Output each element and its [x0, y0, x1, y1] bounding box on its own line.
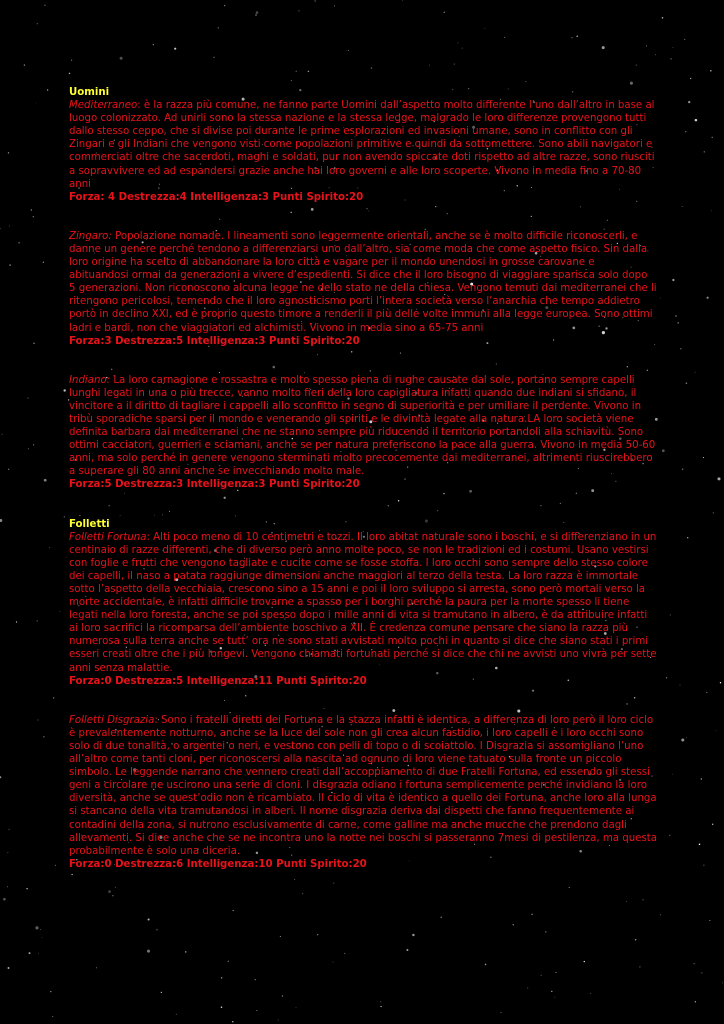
star [0, 519, 2, 522]
star [53, 697, 54, 698]
star [96, 967, 97, 968]
star [213, 57, 214, 58]
star [527, 987, 528, 988]
star [228, 961, 229, 962]
star [112, 895, 113, 896]
star [513, 924, 514, 925]
star [33, 216, 34, 217]
star [294, 879, 295, 880]
star [291, 80, 292, 81]
star [71, 874, 72, 875]
entry-name: Mediterraneo [69, 100, 138, 112]
star [484, 28, 485, 29]
star [44, 479, 47, 482]
star [701, 778, 702, 779]
star [63, 389, 65, 391]
star [500, 1012, 501, 1013]
star [717, 477, 720, 480]
star [672, 279, 674, 281]
star [710, 70, 712, 72]
star [147, 950, 150, 953]
star [332, 961, 333, 962]
star [690, 78, 691, 79]
star [280, 936, 281, 937]
star [642, 899, 643, 900]
star [682, 206, 683, 207]
entry-stats: Forza: 4 Destrezza:4 Intelligenza:3 Punti Spirito:20 [69, 191, 364, 203]
star [40, 929, 41, 930]
star [444, 12, 445, 13]
star [709, 920, 710, 921]
entry-stats: Forza:5 Destrezza:3 Intelligenza:3 Punti Spirito:20 [69, 479, 360, 491]
star [44, 5, 45, 6]
star [711, 211, 712, 212]
star [255, 979, 256, 980]
star [37, 620, 38, 621]
star [278, 1019, 279, 1020]
star [673, 47, 674, 48]
star [454, 64, 455, 65]
star [531, 914, 532, 915]
star [554, 997, 555, 998]
star [37, 23, 38, 24]
star [333, 883, 334, 884]
star [37, 719, 38, 720]
star [2, 434, 3, 435]
star [233, 910, 234, 911]
star [711, 137, 713, 139]
star [344, 953, 345, 954]
star [660, 914, 661, 915]
star [348, 50, 349, 51]
star [462, 48, 463, 49]
star [380, 1001, 381, 1002]
star [677, 322, 678, 323]
star [232, 1021, 233, 1022]
star [255, 14, 256, 15]
star [684, 39, 685, 40]
star [47, 89, 48, 90]
entry-description: : Alti poco meno di 10 centimetri e tozzi. Il loro abitat naturale sono i boschi, e si differenziano in un centinaio di razze differenti, che di diverso però anno molte poco, se non le tradizioni ed i costumi. Usano vestirsi con foglie e frutti che vengono tagliate e cucite come se fosse stoffa. I loro occhi sono sempre dello stesso colore dei capelli, il naso a patata raggiunge dimensioni anche maggiori al terzo della testa. La loro razza è immortale sotto l’aspetto della vecchiaia, crescono sino a 15 anni e poi il loro sviluppo si arresta, sono però mortali verso la morte accidentale, è infatti difficile trovarne a spasso per i borghi perché la paura per la morte spesso li tiene legati nella loro foresta, anche se poi spesso dopo i mille anni di vita si tramutano in albero, è da attribuire infatti ai loro sacrifici la ricomparsa dell’ambiente boschivo a XII. È credenza comune pensare che siano la razza più numerosa sulla terra anche se tutt’ ora ne sono stati avvistati molto pochi in quanto si dice che siano stati i primi esseri creati oltre che i più longevi. Vengono chiamati fortunati perché si dice che chi ne avvisti uno vivrà per sette anni senza malattie. [69, 531, 657, 674]
entry-stats: Forza:0 Destrezza:6 Intelligenza:10 Punti Spirito:20 [69, 858, 367, 870]
entry-mediterraneo [69, 99, 657, 204]
star [688, 101, 690, 103]
star [0, 776, 1, 778]
star [630, 82, 633, 85]
star [707, 297, 709, 299]
star [680, 685, 681, 686]
star [296, 71, 297, 72]
star [156, 929, 158, 931]
star [317, 934, 318, 935]
star [540, 975, 541, 976]
star [55, 865, 56, 866]
star [701, 972, 702, 973]
star [639, 966, 640, 967]
star [716, 730, 717, 731]
star [569, 887, 570, 888]
star [43, 262, 44, 263]
star [699, 844, 701, 846]
star [662, 449, 665, 452]
star [626, 901, 627, 902]
star [35, 103, 36, 104]
star [50, 991, 51, 992]
star [703, 865, 704, 866]
star [9, 226, 10, 227]
star [224, 5, 226, 7]
entry-name: Folletti Fortuna [69, 531, 147, 543]
star [681, 738, 684, 741]
star [402, 0, 403, 1]
entry-folletti-fortuna [69, 531, 657, 688]
star [148, 918, 150, 920]
star [704, 151, 705, 152]
star [703, 457, 704, 458]
star [16, 621, 17, 622]
star [3, 898, 6, 901]
star [8, 852, 9, 853]
star [722, 982, 723, 983]
entry-name: Folletti Disgrazia [69, 714, 155, 726]
star [669, 835, 670, 836]
entry-folletti-disgrazia [69, 714, 657, 871]
star [584, 961, 585, 962]
star [662, 17, 664, 19]
star [120, 57, 123, 60]
entry-description: : Sono i fratelli diretti dei Fortuna e la stazza infatti è identica, a differenza di loro però il loro ciclo è prevalentemente notturno, anche se la luce del sole non gli crea alcun fastidio, i loro capelli e i loro occhi sono solo di due tonalità, o argentei o neri, e vestono con pelli di topo o di scoiattolo. I Disgrazia si assomigliano l’uno all’altro come tanti cloni, per riconoscersi alla nascita ad ognuno di loro viene tatuato sulla fronte un piccolo simbolo. Le leggende narrano che vennero creati dall’accoppiamento di due Fratelli Fortuna, ed essendo gli stessi geni a circolare ne uscirono una serie di cloni. I disgrazia odiano i fortuna semplicemente perché invidiano la loro diversità, anche se quest’odio non è ricambiato. Il ciclo di vita è identico a quello dei Fortuna, anche loro alla lunga si stancano della vita tramutandosi in alberi. Il nome disgrazia deriva dai dispetti che fanno frequentemente ai contadini della zona, si nutrono esclusivamente di carne, come galline ma anche mucche che prendono dagli allevamenti. Si dice anche che se ne incontra uno la notte nei boschi si passeranno 7mesi di pestilenza, ma questa probabilmente è solo una diceria. [69, 714, 657, 857]
star [256, 11, 259, 14]
star [8, 469, 9, 470]
star [646, 46, 647, 47]
star [686, 382, 688, 384]
star [28, 448, 29, 449]
star [685, 131, 686, 132]
star [576, 36, 578, 38]
star [64, 516, 66, 518]
star [38, 953, 39, 954]
entry-name: Indiano: [69, 374, 111, 386]
star [406, 949, 408, 951]
entry-indiano [69, 374, 657, 492]
star [695, 1001, 696, 1002]
star [153, 44, 154, 45]
star [33, 343, 35, 345]
star [8, 967, 10, 969]
star [655, 54, 656, 55]
star [706, 692, 707, 693]
star [635, 939, 636, 940]
star [429, 65, 430, 66]
star [52, 1016, 53, 1017]
star [69, 73, 71, 75]
star [221, 1006, 223, 1008]
star [33, 444, 34, 445]
star [660, 298, 661, 299]
star [24, 64, 25, 65]
entry-description: Popolazione nomade. I lineamenti sono leggermente orientali, anche se è molto difficile riconoscerli, e danne un genere perché tendono a differenziarsi uno dall’altro, sia come moda che come aspetto fisico. Sin dalla loro origine ha scelto di abbandonare la loro città e vagare per il mondo unendosi in grosse carovane e abituandosi ormai da generazioni a vivere d’espedienti. Si dice che il loro bisogno di viaggiare sparisca solo dopo 5 generazioni. Non riconoscono alcuna legge ne dello stato ne della chiesa. Vengono temuti dai mediterranei che li ritengono pericolosi, temendo che il loro agnosticismo porti l’intera società verso l’anarchia che tempo addietro portò in declino XXI, ed è proprio questo timore a renderli il più delle volte immuni alla legge europea. Sono ottimi ladri e bardi, non che viaggiatori ed alchimisti. Vivono in media sino a 65-75 anni [69, 230, 657, 334]
star [504, 37, 505, 38]
star [298, 10, 299, 11]
document-body [69, 86, 657, 871]
star [687, 537, 688, 538]
star [671, 58, 672, 59]
star [315, 0, 316, 1]
star [371, 67, 372, 68]
star [0, 228, 1, 229]
star [43, 736, 44, 737]
star [666, 677, 667, 678]
star [18, 242, 20, 244]
entry-name: Zingaro: [69, 230, 112, 242]
star [485, 964, 487, 966]
star [35, 926, 38, 929]
star [670, 614, 671, 615]
star [590, 993, 591, 994]
star [218, 27, 219, 28]
star [185, 951, 187, 953]
star [174, 48, 176, 50]
star [694, 963, 695, 964]
star [675, 315, 676, 316]
section-title-folletti: Folletti [69, 518, 110, 530]
star [712, 824, 713, 825]
star [412, 934, 414, 936]
star [682, 468, 683, 469]
star [71, 60, 72, 61]
star [602, 46, 605, 49]
star [302, 893, 303, 894]
star [31, 209, 32, 210]
star [636, 64, 637, 65]
star [380, 1006, 381, 1007]
star [221, 977, 222, 978]
star [551, 991, 552, 992]
star [256, 1010, 257, 1011]
star [296, 1007, 297, 1008]
entry-stats: Forza:3 Destrezza:5 Intelligenza:3 Punti Spirito:20 [69, 335, 360, 347]
star [66, 557, 67, 558]
star [282, 995, 283, 996]
star [59, 611, 60, 612]
star [571, 37, 572, 38]
entry-stats: Forza:0 Destrezza:5 Intelligenza:11 Punti Spirito:20 [69, 675, 367, 687]
star [27, 397, 28, 398]
star [115, 887, 116, 888]
star [8, 152, 9, 153]
star [720, 682, 721, 683]
star [695, 372, 696, 373]
star [42, 937, 43, 938]
star [334, 5, 335, 6]
star [526, 81, 527, 82]
star [672, 774, 673, 775]
entry-description: La loro carnagione e rossastra e molto spesso piena di rughe causate dal sole, portano sempre capelli lunghi legati in una o più trecce, vanno molto fieri della loro capigliatura infatti quando due indiani si sfidano, il vincitore a il diritto di tagliare i cappelli allo sconfitto in segno di superiorità e per umiliare il perdente. Vivono in tribù sporadiche sparsi per il mondo e venerando gli spiriti e le divinità legate alla natura.LA loro società viene definita barbara dai mediterranei che ne stanno sempre più riducendo il territorio portandoli alla schiavitù. Sono ottimi cacciatori, guerrieri e sciamani, anche se per natura preferiscono la pace alla guerra. Vivono in media 50-60 anni, ma solo perché in genere vengono sterminati molto precocemente dai mediterranei, altrimenti riuscirebbero a superare gli 80 anni anche se invecchiando molto male. [69, 374, 656, 478]
star [457, 42, 458, 43]
star [545, 931, 546, 932]
section-title-uomini: Uomini [69, 87, 110, 98]
star [49, 547, 50, 548]
star [7, 886, 8, 887]
star [29, 952, 31, 954]
star [713, 512, 714, 513]
star [161, 992, 162, 993]
star [308, 71, 310, 73]
star [108, 890, 111, 893]
star [680, 348, 681, 349]
star [26, 888, 28, 890]
star [9, 829, 10, 830]
star [440, 917, 442, 919]
star [176, 1014, 177, 1015]
star [695, 119, 698, 122]
entry-description: : è la razza più comune, ne fanno parte Uomini dall’aspetto molto differente l’uno dall’altro in base al luogo colonizzato. Ad unirli sono la stessa nazione e la stessa legge, malgrado le loro differenze provengono tutti dallo stesso ceppo, che si divise poi durante le prime esplorazioni ed invasioni umane, sono in conflitto con gli Zingari e gli Indiani che vengono visti come popolazioni primitive e quindi da sottomettere. Sono abili navigatori e commerciati oltre che sacerdoti, maghi e soldati, pur non avendo spiccate doti rispetto ad altre razze, sono riusciti a sopravvivere ed ad espandersi grazie anche hai loro governi e alle loro scoperte. Vivono in media fino a 70-80 anni [69, 100, 655, 190]
star [686, 737, 687, 738]
entry-zingaro [69, 230, 657, 348]
star [9, 264, 11, 266]
star [556, 972, 557, 973]
